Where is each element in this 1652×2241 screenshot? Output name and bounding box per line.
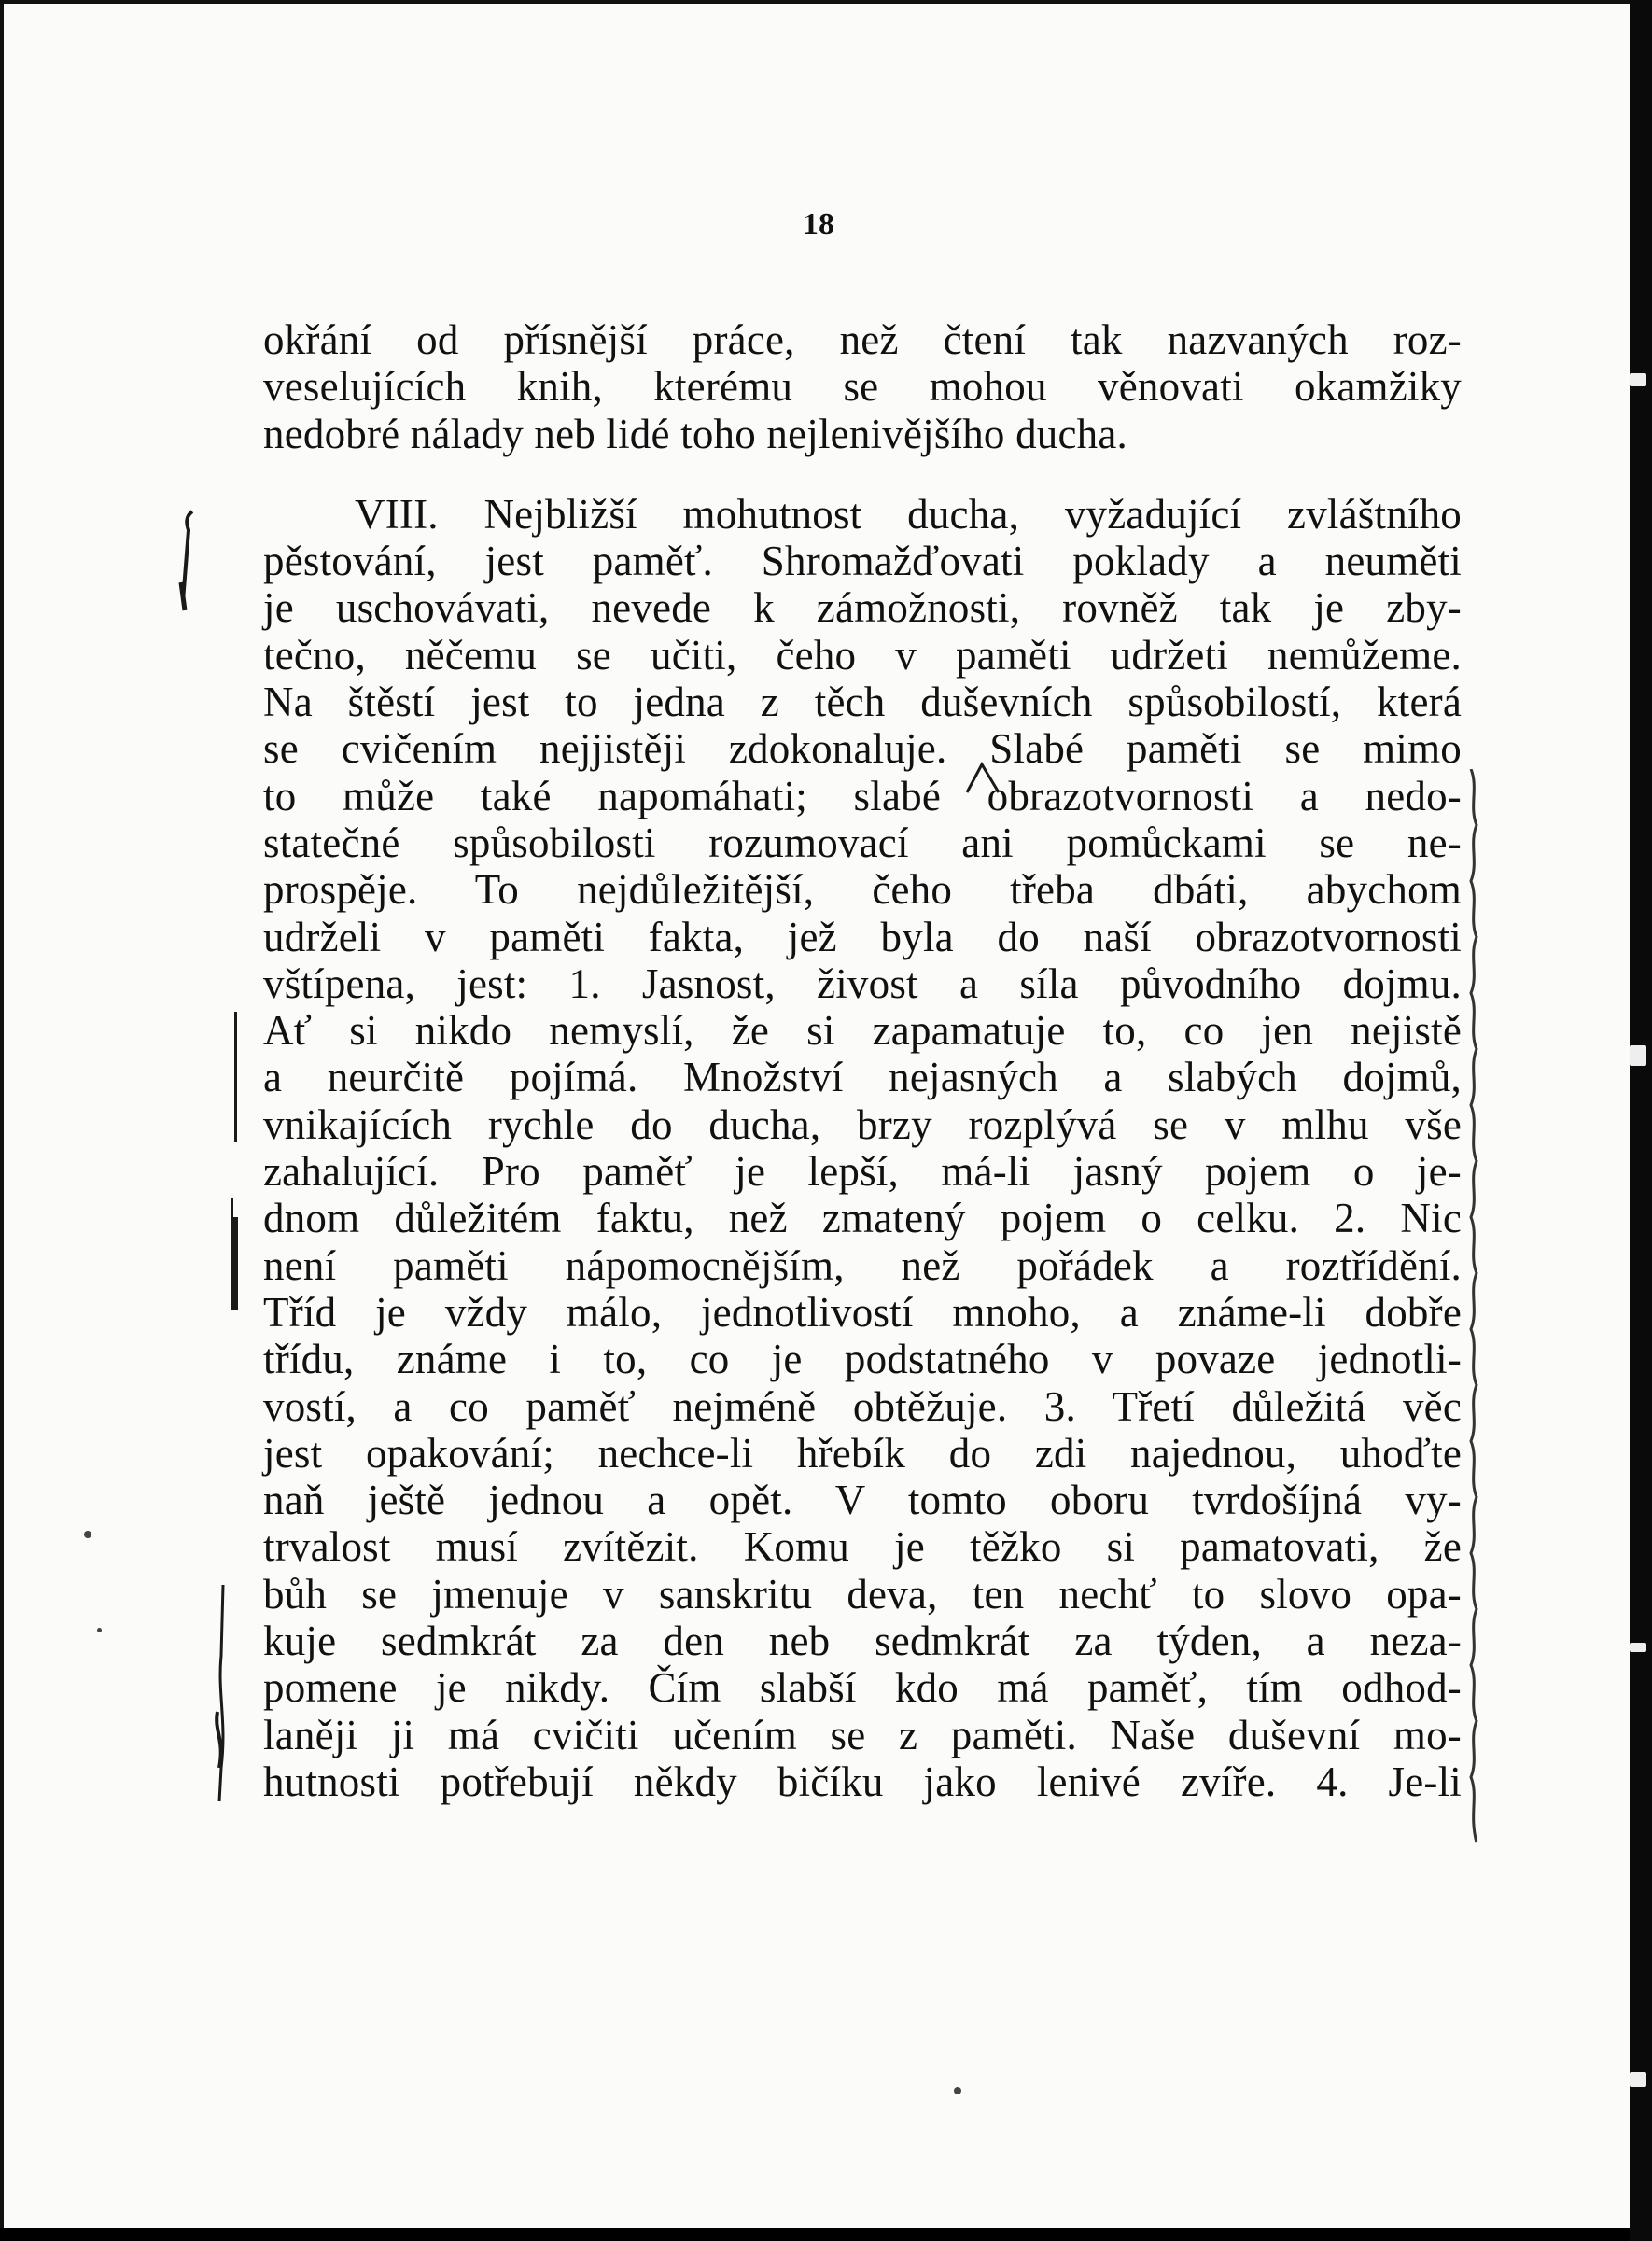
text-line: trvalost musí zvítězit. Komu je těžko si pamatovati, že <box>263 1523 1462 1571</box>
text-line: statečné spůsobilosti rozumovací ani pomůckami se ne- <box>263 819 1462 866</box>
text-line: prospěje. To nejdůležitější, čeho třeba dbáti, abychom <box>263 866 1462 914</box>
text-line: není paměti nápomocnějším, než pořádek a roztřídění. <box>263 1241 1462 1289</box>
text-line: pěstování, jest paměť. Shromažďovati poklady a neuměti <box>263 538 1462 585</box>
margin-mark-upper <box>172 508 209 620</box>
text-line: zahalující. Pro paměť je lepší, má-li jasný pojem o je- <box>263 1148 1462 1196</box>
edge-notch <box>1630 2072 1646 2087</box>
paragraph-gap <box>263 457 1462 491</box>
text-line: VIII. Nejbližší mohutnost ducha, vyžadující zvláštního <box>355 490 1462 538</box>
edge-notch <box>1630 1045 1646 1066</box>
margin-bar-3 <box>232 1217 238 1310</box>
speck <box>97 1628 102 1632</box>
speck <box>954 2087 961 2094</box>
page-number: 18 <box>803 207 834 242</box>
right-margin-brackets <box>1465 769 1493 1852</box>
text-line: Tříd je vždy málo, jednotlivostí mnoho, a známe-li dobře <box>263 1288 1462 1336</box>
text-line: kuje sedmkrát za den neb sedmkrát za týden, a neza- <box>263 1618 1462 1665</box>
text-line: okřání od přísnější práce, než čtení tak nazvaných roz- <box>263 316 1462 363</box>
text-line: vostí, a co paměť nejméně obtěžuje. 3. Třetí důležitá věc <box>263 1382 1462 1430</box>
edge-notch <box>1630 373 1646 386</box>
text-line: vnikajících rychle do ducha, brzy rozplývá se v mlhu vše <box>263 1100 1462 1148</box>
scan-edge <box>1630 0 1652 2241</box>
text-line: Ať si nikdo nemyslí, že si zapamatuje to, co jen nejistě <box>263 1007 1462 1055</box>
text-line: vštípena, jest: 1. Jasnost, živost a síla původního dojmu. <box>263 959 1462 1007</box>
text-line: tečno, něčemu se učiti, čeho v paměti udržeti nemůžeme. <box>263 631 1462 679</box>
text-line: hutnosti potřebují někdy bičíku jako lenivé zvíře. 4. Je-li <box>263 1758 1462 1805</box>
margin-bar-1 <box>234 1012 237 1142</box>
insertion-caret-mark <box>965 755 1002 811</box>
text-line: bůh se jmenuje v sanskritu deva, ten nechť to slovo opa- <box>263 1570 1462 1618</box>
body-text <box>263 316 1462 1805</box>
edge-notch <box>1630 1643 1646 1652</box>
paragraph-viii <box>263 491 1462 1805</box>
text-line: to může také napomáhati; slabé obrazotvornosti a nedo- <box>263 772 1462 819</box>
text-line: dnom důležitém faktu, než zmatený pojem o celku. 2. Nic <box>263 1195 1462 1242</box>
text-line: pomene je nikdy. Čím slabší kdo má paměť, tím odhod- <box>263 1664 1462 1712</box>
text-line: jest opakování; nechce-li hřebík do zdi najednou, uhoďte <box>263 1429 1462 1477</box>
text-line: Na štěstí jest to jedna z těch duševních spůsobilostí, která <box>263 679 1462 726</box>
text-line: třídu, známe i to, co je podstatného v povaze jednotli- <box>263 1336 1462 1383</box>
margin-mark-lower <box>204 1581 242 1805</box>
text-line: laněji ji má cvičiti učením se z paměti. Naše duševní mo- <box>263 1711 1462 1758</box>
text-line: udrželi v paměti fakta, jež byla do naší obrazotvornosti <box>263 913 1462 960</box>
paragraph-continuation <box>263 316 1462 457</box>
speck <box>84 1531 91 1538</box>
text-line: veselujících knih, kterému se mohou věnovati okamžiky <box>263 363 1462 411</box>
text-line: naň ještě jednou a opět. V tomto oboru tvrdošíjná vy- <box>263 1477 1462 1524</box>
text-line: nedobré nálady neb lidé toho nejlenivějšího ducha. <box>263 410 1127 457</box>
text-line: se cvičením nejjistěji zdokonaluje. Slabé paměti se mimo <box>263 725 1462 773</box>
text-line: je uschovávati, nevede k zámožnosti, rovněž tak je zby- <box>263 584 1462 632</box>
text-line: a neurčitě pojímá. Množství nejasných a slabých dojmů, <box>263 1054 1462 1101</box>
